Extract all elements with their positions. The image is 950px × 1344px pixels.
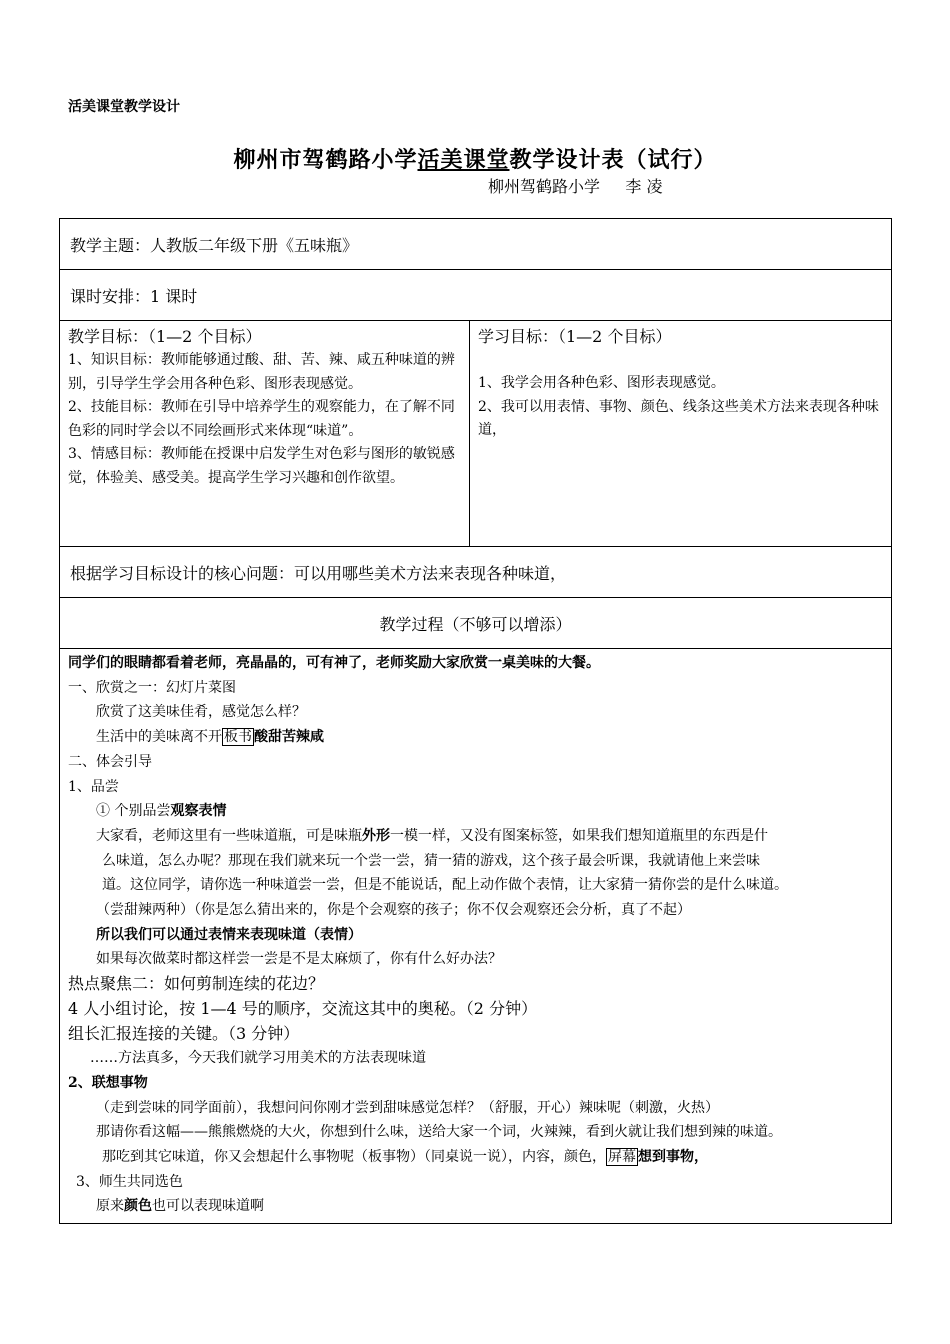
theme-row: 教学主题：人教版二年级下册《五味瓶》 — [60, 219, 892, 270]
process-line: 欣赏了这美味佳肴，感觉怎么样？ — [96, 704, 306, 721]
process-line: 4 人小组讨论，按 1—4 号的顺序，交流这其中的奥秘。（2 分钟） — [68, 998, 538, 1018]
process-line: 如果每次做菜时都这样尝一尝是不是太麻烦了，你有什么好办法？ — [96, 951, 502, 968]
title-part1: 柳州市驾鹤路小学 — [233, 147, 418, 173]
teaching-goals-cell — [60, 321, 470, 547]
learning-goal-2: 2、我可以用表情、事物、颜色、线条这些美术方法来表现各种味道， — [478, 398, 879, 438]
process-line: 3、师生共同选色 — [76, 1173, 183, 1190]
process-line: 2、联想事物 — [68, 1074, 148, 1091]
process-line: 一、欣赏之一：幻灯片菜图 — [68, 679, 236, 696]
process-line: 原来颜色也可以表现味道啊 — [96, 1198, 264, 1215]
learning-goal-1: 1、我学会用各种色彩、图形表现感觉。 — [478, 375, 725, 391]
process-line: 道。这位同学，请你选一种味道尝一尝，但是不能说话，配上动作做个表情，让大家猜一猜你尝的是什么味道。 — [102, 877, 788, 894]
process-cell — [60, 649, 892, 1224]
page-title — [0, 143, 950, 174]
title-part3: 教学设计表（试行） — [509, 147, 717, 173]
title-underlined: 活美课堂 — [417, 147, 510, 173]
process-line: 大家看，老师这里有一些味道瓶，可是味瓶外形一模一样，又没有图案标签，如果我们想知道瓶里的东西是什 — [96, 827, 768, 844]
process-line: ① 个别品尝观察表情 — [96, 803, 227, 820]
process-line: 么味道，怎么办呢？那现在我们就来玩一个尝一尝，猜一猜的游戏，这个孩子最会听课，我就请他上来尝味 — [102, 852, 760, 869]
process-line: 组长汇报连接的关键。（3 分钟） — [68, 1023, 300, 1043]
process-line: （走到尝味的同学面前），我想问问你刚才尝到甜味感觉怎样？（舒服，开心）辣味呢（刺激，火热） — [96, 1099, 719, 1116]
process-line: ……方法真多，今天我们就学习用美术的方法表现味道 — [90, 1050, 426, 1067]
header-note: 活美课堂教学设计 — [68, 99, 180, 115]
learning-goals-cell — [470, 321, 892, 547]
process-line: 同学们的眼睛都看着老师，亮晶晶的，可有神了，老师奖励大家欣赏一桌美味的大餐。 — [68, 655, 600, 671]
process-line: 那吃到其它味道，你又会想起什么事物呢（板事物）（同桌说一说），内容，颜色， 屏幕 想到事物， — [102, 1149, 708, 1166]
process-line: 1、品尝 — [68, 778, 119, 795]
process-line: （尝甜辣两种）（你是怎么猜出来的，你是个会观察的孩子；你不仅会观察还会分析，真了不起） — [96, 902, 691, 919]
process-line: 生活中的美味离不开 板书 酸甜苦辣咸 — [96, 729, 324, 746]
teaching-goals-heading: 教学目标：（1—2 个目标） — [68, 327, 262, 346]
learning-goals-heading: 学习目标：（1—2 个目标） — [478, 327, 672, 346]
board-writing-box: 板书 — [224, 729, 252, 746]
design-table — [59, 218, 892, 1224]
process-title-row: 教学过程（不够可以增添） — [60, 598, 892, 649]
teaching-goal-1: 1、知识目标：教师能够通过酸、甜、苦、辣、咸五种味道的辨别，引导学生学会用各种色彩、图形表现感觉。 — [68, 352, 455, 392]
core-question-row: 根据学习目标设计的核心问题：可以用哪些美术方法来表现各种味道， — [60, 547, 892, 598]
schedule-row: 课时安排：1 课时 — [60, 270, 892, 321]
author-line: 柳州驾鹤路小学 李 凌 — [488, 177, 663, 196]
process-line: 那请你看这幅——熊熊燃烧的大火，你想到什么味，送给大家一个词，火辣辣，看到火就让我们想到辣的味道。 — [96, 1124, 782, 1141]
teaching-goal-2: 2、技能目标：教师在引导中培养学生的观察能力，在了解不同色彩的同时学会以不同绘画形式来体现“味道”。 — [68, 399, 455, 439]
process-line: 二、体会引导 — [68, 753, 152, 770]
teaching-goal-3: 3、情感目标：教师能在授课中启发学生对色彩与图形的敏锐感觉，体验美、感受美。提高学生学习兴趣和创作欲望。 — [68, 446, 455, 486]
screen-box: 屏幕 — [608, 1149, 636, 1166]
process-line: 所以我们可以通过表情来表现味道（表情） — [96, 926, 362, 943]
process-line: 热点聚焦二：如何剪制连续的花边？ — [68, 974, 325, 994]
